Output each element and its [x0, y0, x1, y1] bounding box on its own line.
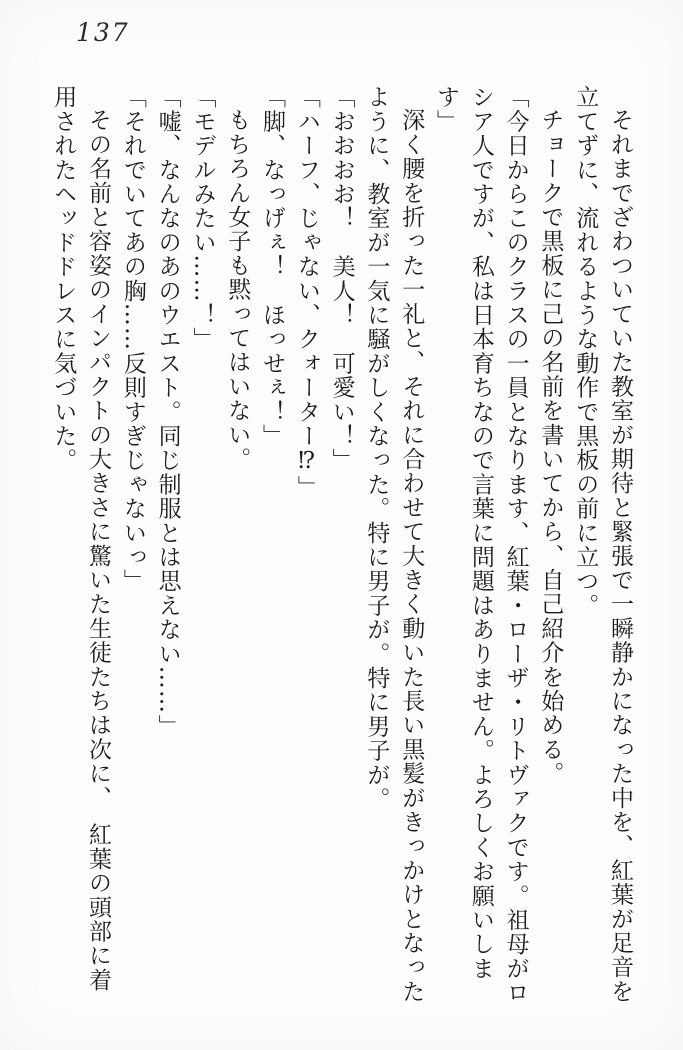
page-number: 137: [76, 18, 130, 47]
paragraph-4: 深く腰を折った一礼と、それに合わせて大きく動いた長い黒髪がきっかけとなったように、教室が一気に騒がしくなった。特に男子が。特に男子が。: [363, 85, 425, 1004]
paragraph-6: 「ハーフ、じゃない、クォーター⁉」: [293, 85, 320, 500]
paragraph-8: もちろん女子も黙ってはいない。: [224, 108, 251, 471]
paragraph-1: それまでざわついていた教室が期待と緊張で一瞬静かになった中を、紅葉が足音を立てずに、流れるような動作で黒板の前に立つ。: [572, 85, 633, 1004]
paragraph-12: その名前と容姿のインパクトの大きさに驚いた生徒たちは次に、 紅葉の頭部に着用されたヘッドドレスに気づいた。: [50, 85, 112, 992]
paragraph-2: チョークで黒板に己の名前を書いてから、自己紹介を始める。: [537, 108, 564, 786]
paragraph-3: 「今日からこのクラスの一員となります、紅葉・ローザ・リトヴァクです。祖母がロシア人ですが、私は日本育ちなので言葉に問題はありません。よろしくお願いします」: [433, 85, 529, 1005]
paragraph-7: 「脚、なっげぇ！ ほっせぇ！」: [259, 85, 286, 448]
paragraph-5: 「おおおお！ 美人！ 可愛い！」: [328, 85, 355, 473]
paragraph-9: 「モデルみたい……！」: [189, 85, 216, 352]
paragraph-10: 「嘘、なんなのあのウエスト。同じ制服とは思えない……」: [154, 85, 181, 739]
paragraph-11: 「それでいてあの胸……反則すぎじゃないっ」: [119, 85, 146, 594]
text-block: [43, 85, 637, 1014]
